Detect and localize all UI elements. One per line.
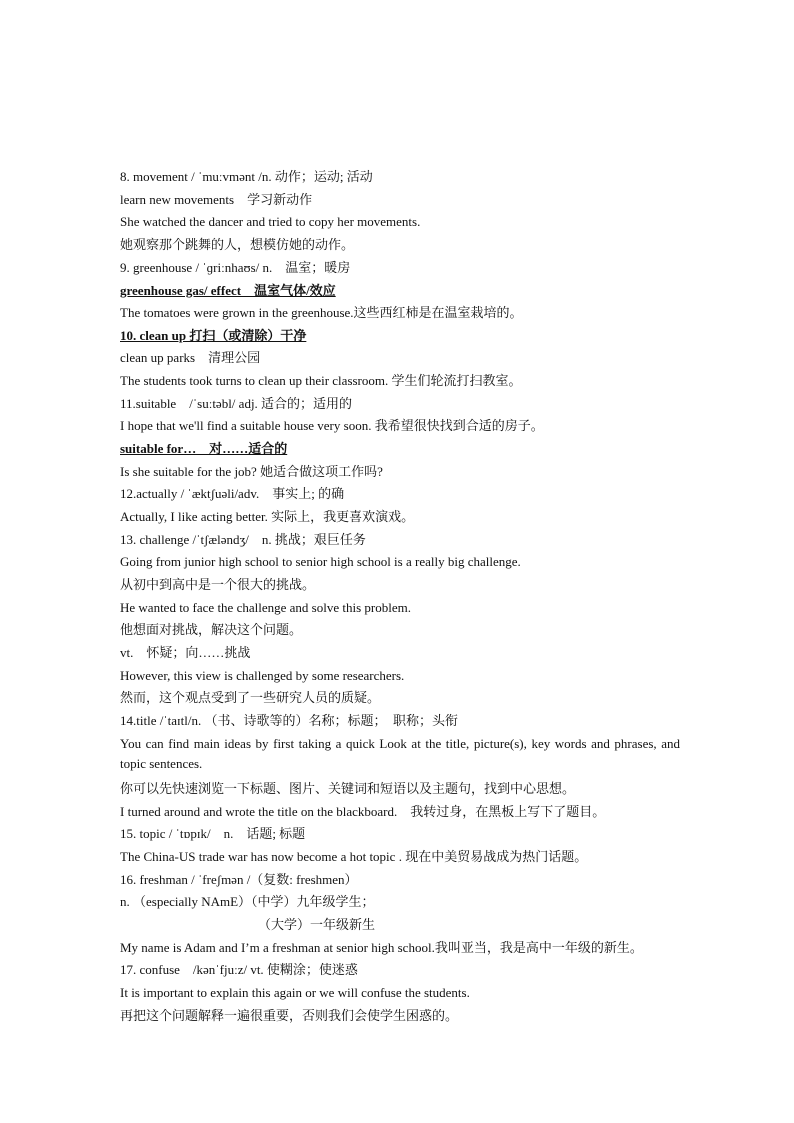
entry-clean-up-example: The students took turns to clean up their classroom. 学生们轮流打扫教室。 xyxy=(120,373,522,388)
entry-freshman-sense-2: （大学）一年级新生 xyxy=(258,917,376,932)
entry-actually-headword: 12.actually / ˈæktʃuəli/adv. 事实上; 的确 xyxy=(120,486,345,501)
entry-clean-up-headword: 10. clean up 打扫（或清除）干净 xyxy=(120,328,307,343)
entry-freshman-headword: 16. freshman / ˈfreʃmən /（复数: freshmen） xyxy=(120,872,358,887)
entry-challenge-example-3-en: However, this view is challenged by some researchers. xyxy=(120,668,405,683)
entry-title-example-1-zh: 你可以先快速浏览一下标题、图片、关键词和短语以及主题句，找到中心思想。 xyxy=(120,781,576,796)
entry-topic-example: The China-US trade war has now become a hot topic . 现在中美贸易战成为热门话题。 xyxy=(120,849,588,864)
entry-suitable-phrase-example: Is she suitable for the job? 她适合做这项工作吗? xyxy=(120,464,383,479)
entry-challenge-example-2-en: He wanted to face the challenge and solve this problem. xyxy=(120,600,411,615)
entry-title-example-2: I turned around and wrote the title on the blackboard. 我转过身，在黑板上写下了题目。 xyxy=(120,804,606,819)
entry-actually-example: Actually, I like acting better. 实际上，我更喜欢演戏。 xyxy=(120,509,415,524)
entry-challenge-example-3-zh: 然而，这个观点受到了一些研究人员的质疑。 xyxy=(120,690,381,705)
entry-title-example-1-en: You can find main ideas by first taking a quick Look at the title, picture(s), key words and phrases, and topic sentences. xyxy=(120,736,680,771)
entry-confuse-headword: 17. confuse /kənˈfjuːz/ vt. 使糊涂；使迷惑 xyxy=(120,962,358,977)
entry-suitable-headword: 11.suitable /ˈsuːtəbl/ adj. 适合的；适用的 xyxy=(120,396,353,411)
entry-movement-example-en: She watched the dancer and tried to copy her movements. xyxy=(120,214,421,229)
entry-title-headword: 14.title /ˈtaɪtl/n. （书、诗歌等的）名称；标题； 职称；头衔 xyxy=(120,713,458,728)
entry-suitable-example: I hope that we'll find a suitable house very soon. 我希望很快找到合适的房子。 xyxy=(120,418,544,433)
entry-challenge-example-1-zh: 从初中到高中是一个很大的挑战。 xyxy=(120,577,316,592)
entry-freshman-sense-1: n. （especially NAmE）（中学）九年级学生； xyxy=(120,894,375,909)
entry-freshman-example: My name is Adam and I’m a freshman at senior high school.我叫亚当，我是高中一年级的新生。 xyxy=(120,940,643,955)
entry-challenge-headword: 13. challenge /ˈtʃæləndʒ/ n. 挑战；艰巨任务 xyxy=(120,532,366,547)
entry-confuse-example-zh: 再把这个问题解释一遍很重要，否则我们会使学生困惑的。 xyxy=(120,1008,459,1023)
entry-challenge-example-2-zh: 他想面对挑战，解决这个问题。 xyxy=(120,622,303,637)
entry-confuse-example-en: It is important to explain this again or we will confuse the students. xyxy=(120,985,470,1000)
entry-topic-headword: 15. topic / ˈtɒpɪk/ n. 话题; 标题 xyxy=(120,826,306,841)
entry-movement-example-zh: 她观察那个跳舞的人，想模仿她的动作。 xyxy=(120,237,355,252)
entry-movement-phrase: learn new movements 学习新动作 xyxy=(120,192,313,207)
entry-greenhouse-headword: 9. greenhouse / ˈɡriːnhaʊs/ n. 温室；暖房 xyxy=(120,260,351,275)
entry-clean-up-phrase: clean up parks 清理公园 xyxy=(120,350,261,365)
entry-suitable-phrase: suitable for… 对……适合的 xyxy=(120,441,288,456)
entry-greenhouse-phrase: greenhouse gas/ effect 温室气体/效应 xyxy=(120,283,336,298)
entry-movement-headword: 8. movement / ˈmuːvmənt /n. 动作；运动; 活动 xyxy=(120,169,373,184)
entry-greenhouse-example: The tomatoes were grown in the greenhouse.这些西红柿是在温室栽培的。 xyxy=(120,305,523,320)
entry-challenge-verb-sense: vt. 怀疑；向……挑战 xyxy=(120,645,251,660)
entry-challenge-example-1-en: Going from junior high school to senior high school is a really big challenge. xyxy=(120,554,521,569)
